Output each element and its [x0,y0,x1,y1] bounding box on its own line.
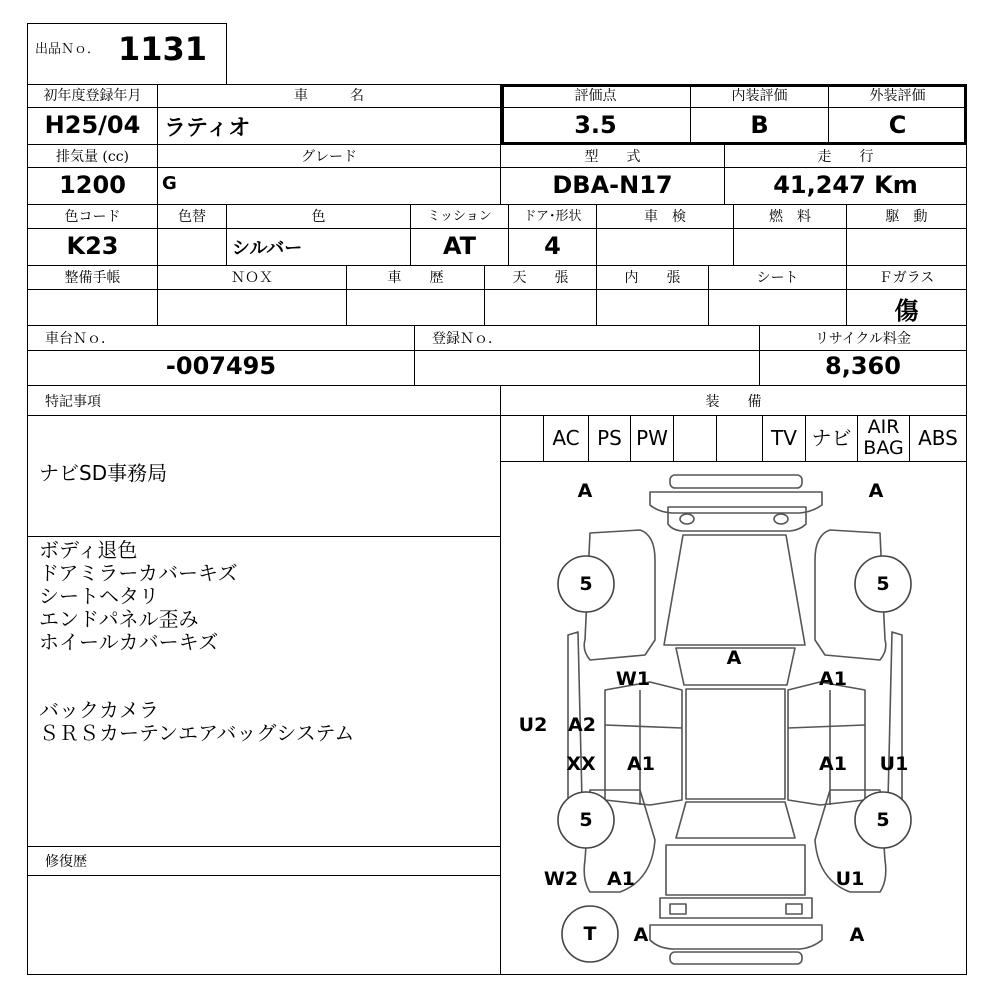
mark-front-left-wheel: 5 [579,573,593,595]
score-value: 3.5 [574,111,617,139]
door-value: 4 [544,232,561,260]
car-name-label: 車 名 [294,88,364,104]
mark-front-left-bumper: A [577,480,593,502]
equip-pw: PW [636,426,668,450]
mark-rear-left-w2: W2 [543,868,579,890]
recycle-label: リサイクル料金 [814,331,912,347]
mark-right-rear-door: A1 [819,753,847,775]
displacement-value: 1200 [59,171,126,199]
lot-label: 出品Ｎｏ． [35,42,101,57]
mission-value: AT [442,232,477,260]
remarks-list [39,539,238,654]
interior-trim-label: 内 張 [624,270,681,286]
remark-line: ボディ退色 [39,538,138,562]
equip-abs: ABS [918,426,958,450]
model-label: 型 式 [584,149,641,165]
car-name-value: ラティオ [164,116,251,141]
color-value: シルバー [232,238,303,259]
remark-line: ドアミラーカバーキズ [39,561,238,585]
model-value: DBA-N17 [552,171,673,199]
mark-rear-left-wheel: 5 [579,809,593,831]
equipment-label: 装 備 [705,394,762,410]
nox-label: ＮＯＸ [231,270,273,286]
mark-rear-left-a1: A1 [607,868,635,890]
equip-airbag: AIR BAG [863,416,904,459]
grade-value: G [162,173,177,194]
glass-value: 傷 [894,297,919,325]
remark-line: バックカメラ [39,698,159,722]
grade-label: グレード [301,149,357,165]
mark-front-right-wheel: 5 [876,573,890,595]
mark-tire-spare: T [583,923,597,945]
mark-left-rear-door-a1: A1 [627,753,655,775]
mark-left-door-a2: A2 [568,714,596,736]
mark-rear-right-wheel: 5 [876,809,890,831]
interior-value: B [750,111,769,139]
reg-label: 登録Ｎｏ． [432,331,502,347]
mark-rear-right-u1: U1 [835,868,865,890]
remarks-list-2 [39,699,354,745]
mark-rear-right-bumper: A [849,924,865,946]
exterior-value: C [888,111,907,139]
displacement-label: 排気量 (cc) [55,149,130,165]
equip-tv: TV [771,426,797,450]
mark-front-right-door: A1 [819,668,847,690]
score-label: 評価点 [574,88,617,104]
drive-label: 駆 動 [885,209,928,225]
door-label: ドア･形状 [523,209,582,224]
first-reg-value: H25/04 [44,111,141,139]
inspection-label: 車 検 [644,209,686,225]
mark-right-sill-u1: U1 [879,753,909,775]
remark-line: ＳＲＳカーテンエアバッグシステム [39,721,355,745]
remark-line: エンドパネル歪み [39,607,199,631]
equip-navi: ナビ [811,426,852,450]
mark-left-sill-u2: U2 [518,714,548,736]
equip-ac: AC [552,426,580,450]
recycle-value: 8,360 [825,352,901,380]
interior-label: 内装評価 [731,88,788,104]
exterior-label: 外装評価 [869,88,926,104]
mark-front-left-door-w1: W1 [615,668,651,690]
color-code-value: K23 [66,232,119,260]
remark-line: ホイールカバーキズ [39,630,219,654]
first-reg-label: 初年度登録年月 [43,88,142,104]
repair-label: 修復歴 [45,854,87,870]
glass-label: Ｆガラス [878,270,935,286]
color-label: 色 [311,209,326,225]
equip-ps: PS [597,426,622,450]
repaint-label: 色替 [178,209,206,225]
mileage-value: 41,247 Km [773,171,918,199]
chassis-value: -007495 [165,352,277,380]
mark-windshield: A [726,647,742,669]
roof-label: 天 張 [512,270,569,286]
history-label: 車 歴 [387,270,444,286]
lot-number: 1131 [118,30,208,68]
remark-line: シートヘタリ [39,584,159,608]
mark-left-rear-door-xx: XX [566,753,596,775]
seat-label: シート [756,270,799,286]
mark-rear-left-bumper: A [633,924,649,946]
fuel-label: 燃 料 [769,209,811,225]
mission-label: ミッション [427,209,492,224]
color-code-label: 色コード [64,209,121,225]
chassis-label: 車台Ｎｏ． [45,331,115,347]
mark-front-right-bumper: A [868,480,884,502]
maint-label: 整備手帳 [64,270,121,286]
mileage-label: 走 行 [817,149,874,165]
remarks-label: 特記事項 [45,394,101,410]
remarks-top: ナビSD事務局 [39,461,168,485]
